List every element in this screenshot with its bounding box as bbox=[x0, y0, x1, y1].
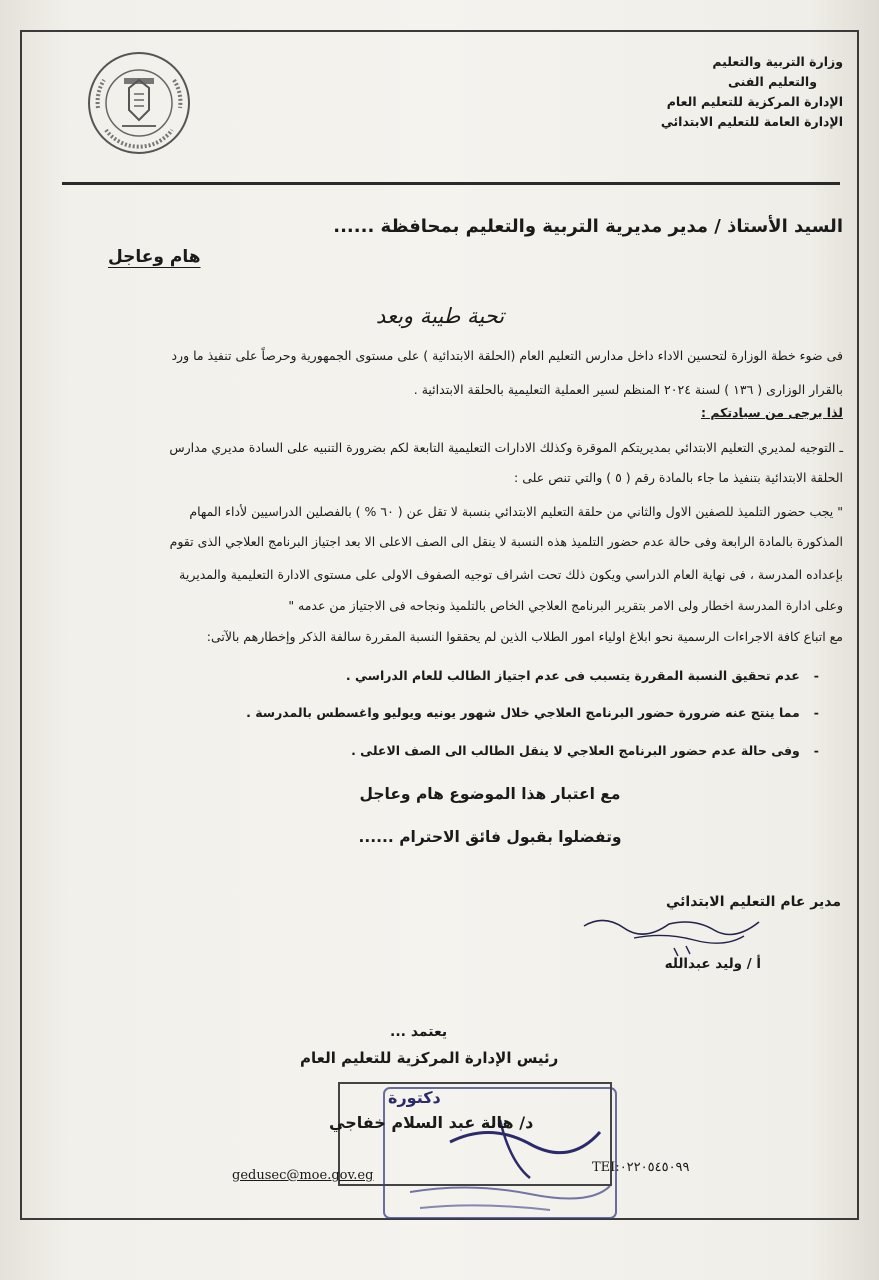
bullet-dash: - bbox=[813, 705, 819, 720]
ministry-line: الإدارة المركزية للتعليم العام bbox=[666, 94, 843, 109]
approver-name: د/ هالة عبد السلام خفاجي bbox=[329, 1113, 534, 1132]
paragraph-line: مع اتباع كافة الاجراءات الرسمية نحو ابلاغ اولياء امور الطلاب الذين لم يحققوا النسبة المقررة سالفة الذكر وإخطارهم بالآتى: bbox=[206, 629, 843, 644]
approver-degree: دكتورة bbox=[388, 1088, 441, 1107]
bullet-item bbox=[246, 705, 819, 720]
bullet-dash: - bbox=[813, 743, 819, 758]
handwritten-signature bbox=[574, 904, 774, 964]
paragraph-line: الحلقة الابتدائية بتنفيذ ما جاء بالمادة رقم ( ٥ ) والتي تنص على : bbox=[514, 470, 843, 485]
ministry-header bbox=[513, 52, 843, 132]
bullet-item bbox=[259, 743, 819, 758]
bullet-dash: - bbox=[813, 668, 819, 683]
signatory-title: مدير عام التعليم الابتدائي bbox=[665, 894, 841, 910]
approval-lead: يعتمد ... bbox=[390, 1024, 448, 1040]
bullet-text: وفى حالة عدم حضور البرنامج العلاجي لا ينقل الطالب الى الصف الاعلى . bbox=[351, 743, 800, 758]
closing-line: مع اعتبار هذا الموضوع هام وعاجل bbox=[359, 785, 621, 803]
bullet-text: مما ينتج عنه ضرورة حضور البرنامج العلاجي خلال شهور يونيه ويوليو واغسطس بالمدرسة . bbox=[246, 705, 800, 720]
ministry-line: الإدارة العامة للتعليم الابتدائي bbox=[660, 114, 843, 129]
quote-line: المذكورة بالمادة الرابعة وفى حالة عدم حضور التلميذ هذه النسبة لا ينقل الى الصف الاعلى الا بعد اجتياز البرنامج العلاجي الذى تقوم bbox=[169, 534, 843, 549]
approval-title: رئيس الإدارة المركزية للتعليم العام bbox=[300, 1049, 559, 1067]
bullet-item bbox=[259, 668, 819, 683]
ministry-line: والتعليم الفنى bbox=[728, 74, 817, 89]
bullet-text: عدم تحقيق النسبة المقررة يتسبب فى عدم اجتياز الطالب للعام الدراسي . bbox=[345, 668, 800, 683]
header-divider bbox=[62, 182, 840, 185]
closing-line: وتفضلوا بقبول فائق الاحترام ...... bbox=[358, 828, 622, 846]
contact-email: gedusec@moe.gov.eg bbox=[232, 1168, 374, 1183]
contact-phone: TEI:٠٢٢٠٥٤٥٠٩٩ bbox=[592, 1160, 690, 1175]
paragraph-line: بالقرار الوزارى ( ١٣٦ ) لسنة ٢٠٢٤ المنظم لسير العملية التعليمية بالحلقة الابتدائية . bbox=[413, 382, 843, 397]
urgency-label: هام وعاجل bbox=[108, 247, 201, 267]
addressee-line: السيد الأستاذ / مدير مديرية التربية والتعليم بمحافظة ...... bbox=[333, 216, 843, 237]
request-lead bbox=[35, 404, 843, 422]
ministry-seal-logo bbox=[84, 48, 194, 158]
quote-line: وعلى ادارة المدرسة اخطار ولى الامر بتقرير البرنامج العلاجي الخاص بالتلميذ ونجاحه فى الاجتياز من عدمه " bbox=[288, 598, 843, 613]
paragraph-line: فى ضوء خطة الوزارة لتحسين الاداء داخل مدارس التعليم العام (الحلقة الابتدائية ) على مستوى الجمهورية وحرصاً على تنفيذ ما ورد bbox=[171, 348, 843, 363]
paragraph-line: ـ التوجيه لمديري التعليم الابتدائي بمديريتكم الموقرة وكذلك الادارات التعليمية التابعة لكم بضرورة التنبيه على السادة مديري مدارس bbox=[169, 440, 843, 455]
greeting-line: تحية طيبة وبعد bbox=[375, 304, 505, 328]
signatory-name: أ / وليد عبدالله bbox=[664, 956, 761, 972]
ministry-line: وزارة التربية والتعليم bbox=[712, 54, 843, 69]
quote-line: بإعداده المدرسة ، فى نهاية العام الدراسي ويكون ذلك تحت اشراف توجيه الصفوف الاولى على مستوى الادارة التعليمية والمديرية bbox=[179, 567, 843, 582]
page-border bbox=[20, 30, 859, 1220]
quote-line: " يجب حضور التلميذ للصفين الاول والثاني من حلقة التعليم الابتدائي بنسبة لا تقل عن ( ٦٠ % ) بالفصلين الدراسيين لأداء المهام bbox=[189, 504, 843, 519]
request-lead-text: لذا يرجى من سيادتكم : bbox=[701, 405, 843, 420]
